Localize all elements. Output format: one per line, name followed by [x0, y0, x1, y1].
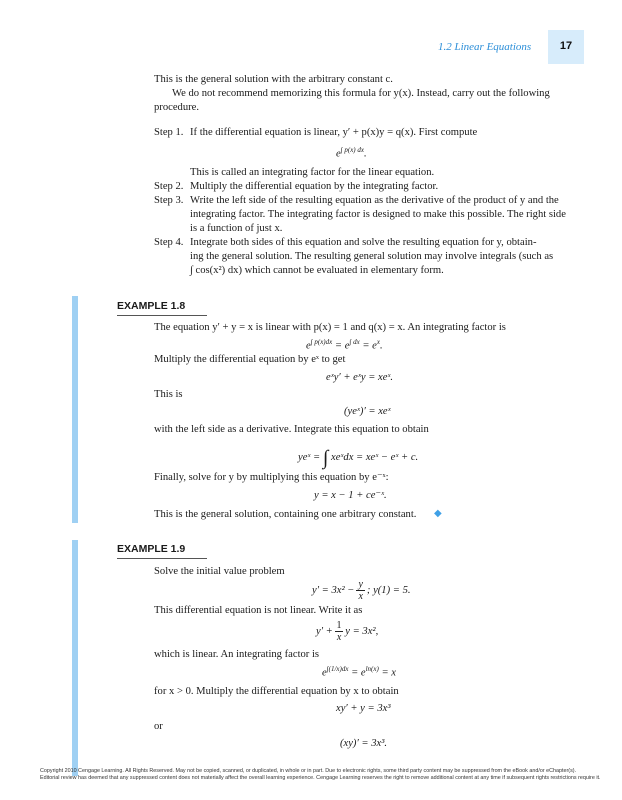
example-1-9-para-2: This differential equation is not linear. Write it as — [154, 605, 363, 616]
copyright-line-1: Copyright 2010 Cengage Learning. All Rights Reserved. May not be copied, scanned, or duplicated, in whole or in part. Due to electronic rights, some third party content may be suppressed from the eBook and/or eChapter(s). — [40, 768, 577, 774]
example-1-8-side-bar — [72, 296, 78, 523]
example-1-8-para-6: This is the general solution, containing one arbitrary constant. — [154, 509, 417, 520]
example-1-8-eq-3: (yeˣ)′ = xeˣ — [344, 406, 391, 417]
step4-line-3: ∫ cos(x²) dx) which cannot be evaluated in elementary form. — [190, 265, 444, 276]
example-1-8-para-3: This is — [154, 389, 183, 400]
intro-line-1: This is the general solution with the arbitrary constant c. — [154, 74, 393, 85]
example-1-9-para-3: which is linear. An integrating factor is — [154, 649, 320, 660]
step1-label: Step 1. — [154, 127, 184, 138]
intro-line-2: We do not recommend memorizing this formula for y(x). Instead, carry out the following — [172, 88, 550, 99]
step1-note: This is called an integrating factor for the linear equation. — [190, 167, 435, 178]
example-1-8-rule — [117, 315, 207, 316]
example-1-8-para-5: Finally, solve for y by multiplying this equation by e⁻ˣ: — [154, 472, 389, 483]
example-1-9-side-bar — [72, 540, 78, 776]
example-1-8-para-1: The equation y′ + y = x is linear with p(x) = 1 and q(x) = x. An integrating factor is — [154, 322, 506, 333]
example-1-9-eq-4: xy′ + y = 3x³ — [336, 703, 391, 714]
copyright-line-2: Editorial review has deemed that any suppressed content does not materially affect the overall learning experience. Cengage Learning reserves the right to remove additional content at any time if subsequent rights restrictions require it. — [40, 775, 601, 781]
example-1-9-para-1: Solve the initial value problem — [154, 566, 285, 577]
example-1-9-eq-1: y′ = 3x² − $\frac{y}{x}$ ; y(1) = 5. — [312, 579, 411, 602]
example-1-9-label: EXAMPLE 1.9 — [117, 543, 186, 555]
step4-line-1: Integrate both sides of this equation and solve the resulting equation for y, obtain- — [190, 237, 537, 248]
example-1-8-eq-4: yeˣ = ∫ xeˣdx = xeˣ − eˣ + c. — [298, 447, 419, 469]
intro-line-3: procedure. — [154, 102, 199, 113]
end-of-example-diamond-icon: ◆ — [434, 508, 442, 519]
example-1-8-eq-2: eˣy′ + eˣy = xeˣ. — [326, 372, 394, 383]
step3-line-2: integrating factor. The integrating factor is designed to make this possible. The right side — [190, 209, 566, 220]
step4-label: Step 4. — [154, 237, 184, 248]
step2-text: Multiply the differential equation by the integrating factor. — [190, 181, 439, 192]
example-1-8-eq-1: $e^{\int p(x)dx} = e^{\int dx} = e^x$. — [306, 338, 383, 352]
example-1-8-para-4: with the left side as a derivative. Integrate this equation to obtain — [154, 424, 429, 435]
step2-label: Step 2. — [154, 181, 184, 192]
step3-label: Step 3. — [154, 195, 184, 206]
example-1-8-eq-5: y = x − 1 + ce⁻ˣ. — [314, 490, 387, 501]
example-1-8-label: EXAMPLE 1.8 — [117, 300, 186, 312]
example-1-9-eq-5: (xy)′ = 3x³. — [340, 738, 388, 749]
example-1-9-para-4: for x > 0. Multiply the differential equation by x to obtain — [154, 686, 399, 697]
step1-text: If the differential equation is linear, y′ + p(x)y = q(x). First compute — [190, 127, 478, 138]
example-1-9-rule — [117, 558, 207, 559]
running-header-title: 1.2 Linear Equations — [438, 41, 532, 53]
example-1-9-para-5: or — [154, 721, 163, 732]
step1-formula: $e^{\int p(x) dx}$. — [336, 146, 367, 160]
example-1-9-eq-3: $e^{\int(1/x)dx} = e^{ln(x)} = x$ — [322, 665, 396, 679]
page-number: 17 — [559, 40, 573, 52]
example-1-8-para-2: Multiply the differential equation by eˣ to get — [154, 354, 346, 365]
step3-line-1: Write the left side of the resulting equation as the derivative of the product of y and the — [190, 195, 559, 206]
example-1-9-eq-2: y′ + $\frac{1}{x}$ y = 3x², — [316, 620, 379, 643]
step3-line-3: is a function of just x. — [190, 223, 283, 234]
step4-line-2: ing the general solution. The resulting general solution may involve integrals (such as — [190, 251, 554, 262]
